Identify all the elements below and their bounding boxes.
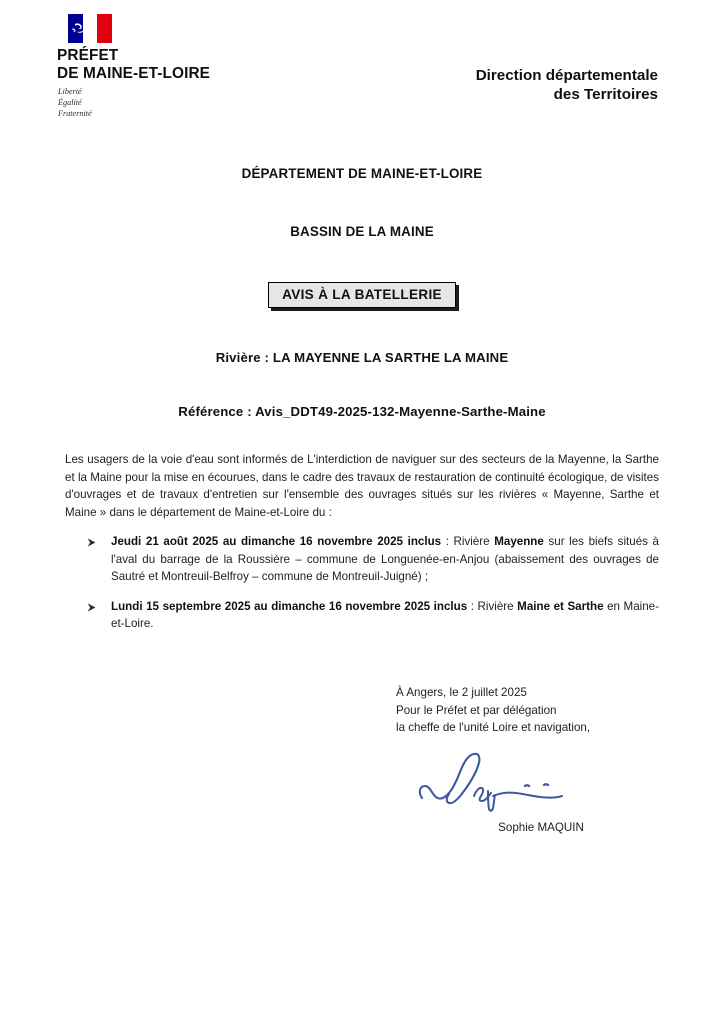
direction-line-2: des Territoires	[553, 86, 658, 104]
arrow-bullet-icon	[87, 598, 96, 612]
motto-liberte: Liberté	[58, 87, 82, 97]
motto-egalite: Égalité	[58, 97, 82, 107]
reference-label: Référence :	[178, 404, 256, 419]
list-item	[65, 533, 659, 586]
direction-departementale-title	[476, 66, 658, 105]
intro-paragraph-block	[65, 451, 659, 521]
prefecture-title-line-1: PRÉFET	[57, 47, 119, 64]
restriction-separator: : Rivière	[467, 599, 518, 613]
signature-block	[396, 684, 686, 737]
river-value: LA MAYENNE LA SARTHE LA MAINE	[272, 350, 509, 365]
handwritten-signature	[404, 750, 594, 822]
department-heading: DÉPARTEMENT DE MAINE-ET-LOIRE	[241, 166, 483, 181]
signature-delegation-line-2: la cheffe de l'unité Loire et navigation,	[396, 721, 591, 735]
restriction-river: Maine et Sarthe	[517, 599, 604, 613]
avis-batellerie-box: AVIS À LA BATELLERIE	[268, 282, 456, 308]
signatory-name: Sophie MAQUIN	[498, 821, 584, 834]
reference-value: Avis_DDT49-2025-132-Mayenne-Sarthe-Maine	[255, 404, 546, 419]
reference-heading	[0, 404, 724, 419]
restriction-detail: en Maine-et-Loire.	[111, 599, 659, 631]
intro-paragraph: Les usagers de la voie d'eau sont informés de L'interdiction de naviguer sur des secteurs de la Mayenne, la Sarthe et la Maine pour la mise en écourues, dans le cadre des travaux de restauration de continuité écologique, de visites d'ouvrages et de travaux d'entretien sur l'ensemble des ouvrages situés sur les rivières « Mayenne, Sarthe et Maine » dans le département de Maine-et-Loire du :	[65, 453, 659, 519]
document-header	[0, 0, 724, 130]
notice-box-wrapper	[0, 282, 724, 308]
restriction-river: Mayenne	[494, 535, 544, 548]
prefecture-title	[57, 47, 287, 82]
river-heading	[0, 350, 724, 365]
motto-fraternite: Fraternité	[58, 108, 92, 118]
restriction-period: Lundi 15 septembre 2025 au dimanche 16 novembre 2025 inclus	[111, 599, 468, 613]
restriction-list	[65, 533, 659, 645]
prefecture-branding	[57, 14, 287, 120]
signature-delegation-line-1: Pour le Préfet et par délégation	[396, 703, 557, 717]
signature-place-date: À Angers, le 2 juillet 2025	[396, 686, 527, 699]
basin-heading: BASSIN DE LA MAINE	[290, 224, 434, 239]
list-item	[65, 598, 659, 633]
republic-motto	[58, 87, 287, 119]
document-title-block	[0, 166, 724, 419]
arrow-bullet-icon	[87, 533, 96, 547]
prefecture-title-line-2: DE MAINE-ET-LOIRE	[57, 64, 211, 82]
direction-line-1: Direction départementale	[475, 67, 658, 84]
restriction-separator: : Rivière	[441, 535, 495, 548]
french-flag-marianne-icon	[68, 14, 112, 43]
restriction-detail: sur les biefs situés à l'aval du barrage de la Roussière – commune de Longuenée-en-Anjou (abaissement des ouvrages de Sautré et Montreuil-Belfroy – commune de Montreuil-Juigné) ;	[111, 535, 659, 584]
river-label: Rivière :	[215, 350, 273, 365]
restriction-period: Jeudi 21 août 2025 au dimanche 16 novembre 2025 inclus	[111, 535, 442, 548]
